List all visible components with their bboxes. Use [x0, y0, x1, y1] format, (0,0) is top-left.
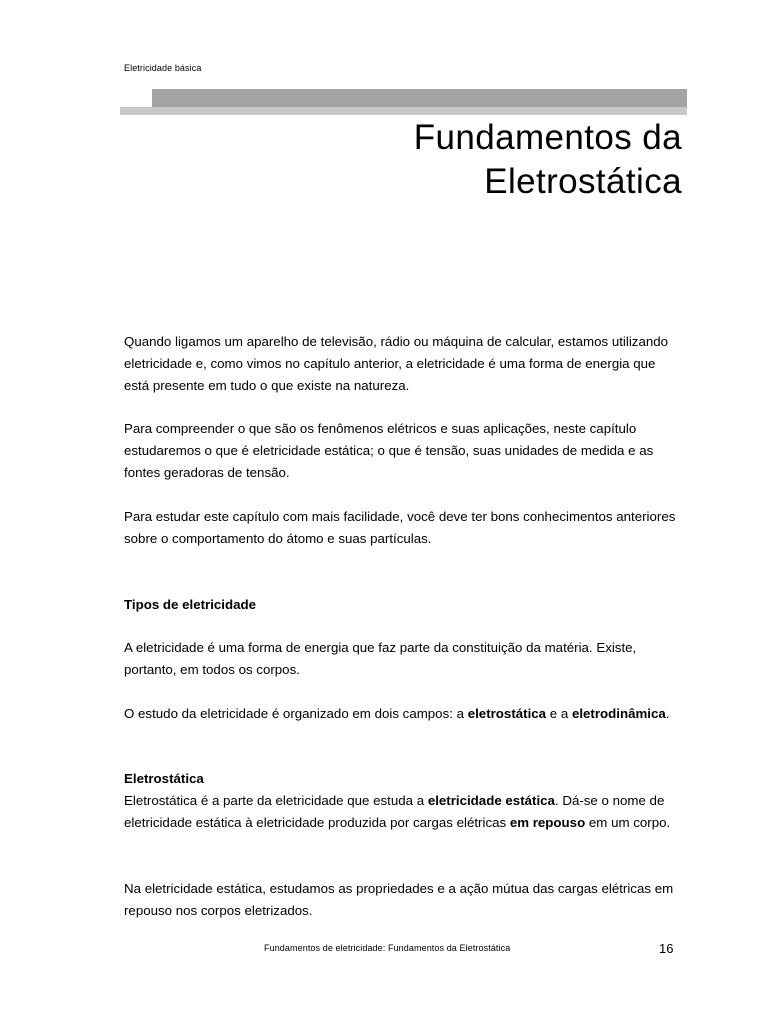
page-number: 16: [659, 941, 674, 956]
tipos-paragraph-2: [124, 703, 684, 725]
tipos-p2-text-e: .: [665, 706, 670, 721]
running-header: Eletricidade básica: [124, 63, 202, 73]
tipos-p2-text-c: e a: [546, 706, 572, 721]
intro-paragraph-2: Para compreender o que são os fenômenos elétricos e suas aplicações, neste capítulo estudaremos o que é eletricidade estática; o que é tensão, suas unidades de medida e as fontes geradoras de tensão.: [124, 421, 654, 480]
term-eletricidade-estatica: eletricidade estática: [427, 793, 555, 808]
chapter-title-line2: Eletrostática: [484, 162, 682, 201]
chapter-title: [262, 116, 682, 204]
term-em-repouso: em repouso: [509, 815, 586, 830]
eletro-p1-text-a: Eletrostática é a parte da eletricidade que estuda a: [124, 793, 428, 808]
eletrostatica-paragraph-2: Na eletricidade estática, estudamos as propriedades e a ação mútua das cargas elétricas em repouso nos corpos eletrizados.: [124, 881, 674, 918]
intro-paragraph-1: Quando ligamos um aparelho de televisão, rádio ou máquina de calcular, estamos utilizando eletricidade e, como vimos no capítulo anterior, a eletricidade é uma forma de energia que está presente em tudo o que existe na natureza.: [124, 334, 669, 393]
tipos-paragraph-1: A eletricidade é uma forma de energia que faz parte da constituição da matéria. Existe, portanto, em todos os corpos.: [124, 640, 637, 677]
eletro-p1-text-e: em um corpo.: [585, 815, 671, 830]
chapter-title-line1: Fundamentos da: [413, 118, 682, 157]
section-heading-tipos: Tipos de eletricidade: [124, 597, 257, 612]
running-footer: Fundamentos de eletricidade: Fundamentos da Eletrostática: [264, 943, 511, 953]
eletro-p1-text-c: . Dá-se o nome de eletricidade estática à eletricidade produzida por cargas elétricas: [124, 793, 665, 830]
term-eletrostatica: eletrostática: [467, 706, 547, 721]
header-bar-light: [120, 107, 687, 115]
header-bar-dark: [152, 89, 687, 107]
term-eletrodinamica: eletrodinâmica: [571, 706, 666, 721]
intro-paragraph-3: Para estudar este capítulo com mais facilidade, você deve ter bons conhecimentos anteriores sobre o comportamento do átomo e suas partículas.: [124, 509, 676, 546]
eletrostatica-paragraph-1: [124, 790, 684, 834]
section-heading-eletrostatica: Eletrostática: [124, 771, 204, 786]
tipos-p2-text-a: O estudo da eletricidade é organizado em dois campos: a: [124, 706, 468, 721]
